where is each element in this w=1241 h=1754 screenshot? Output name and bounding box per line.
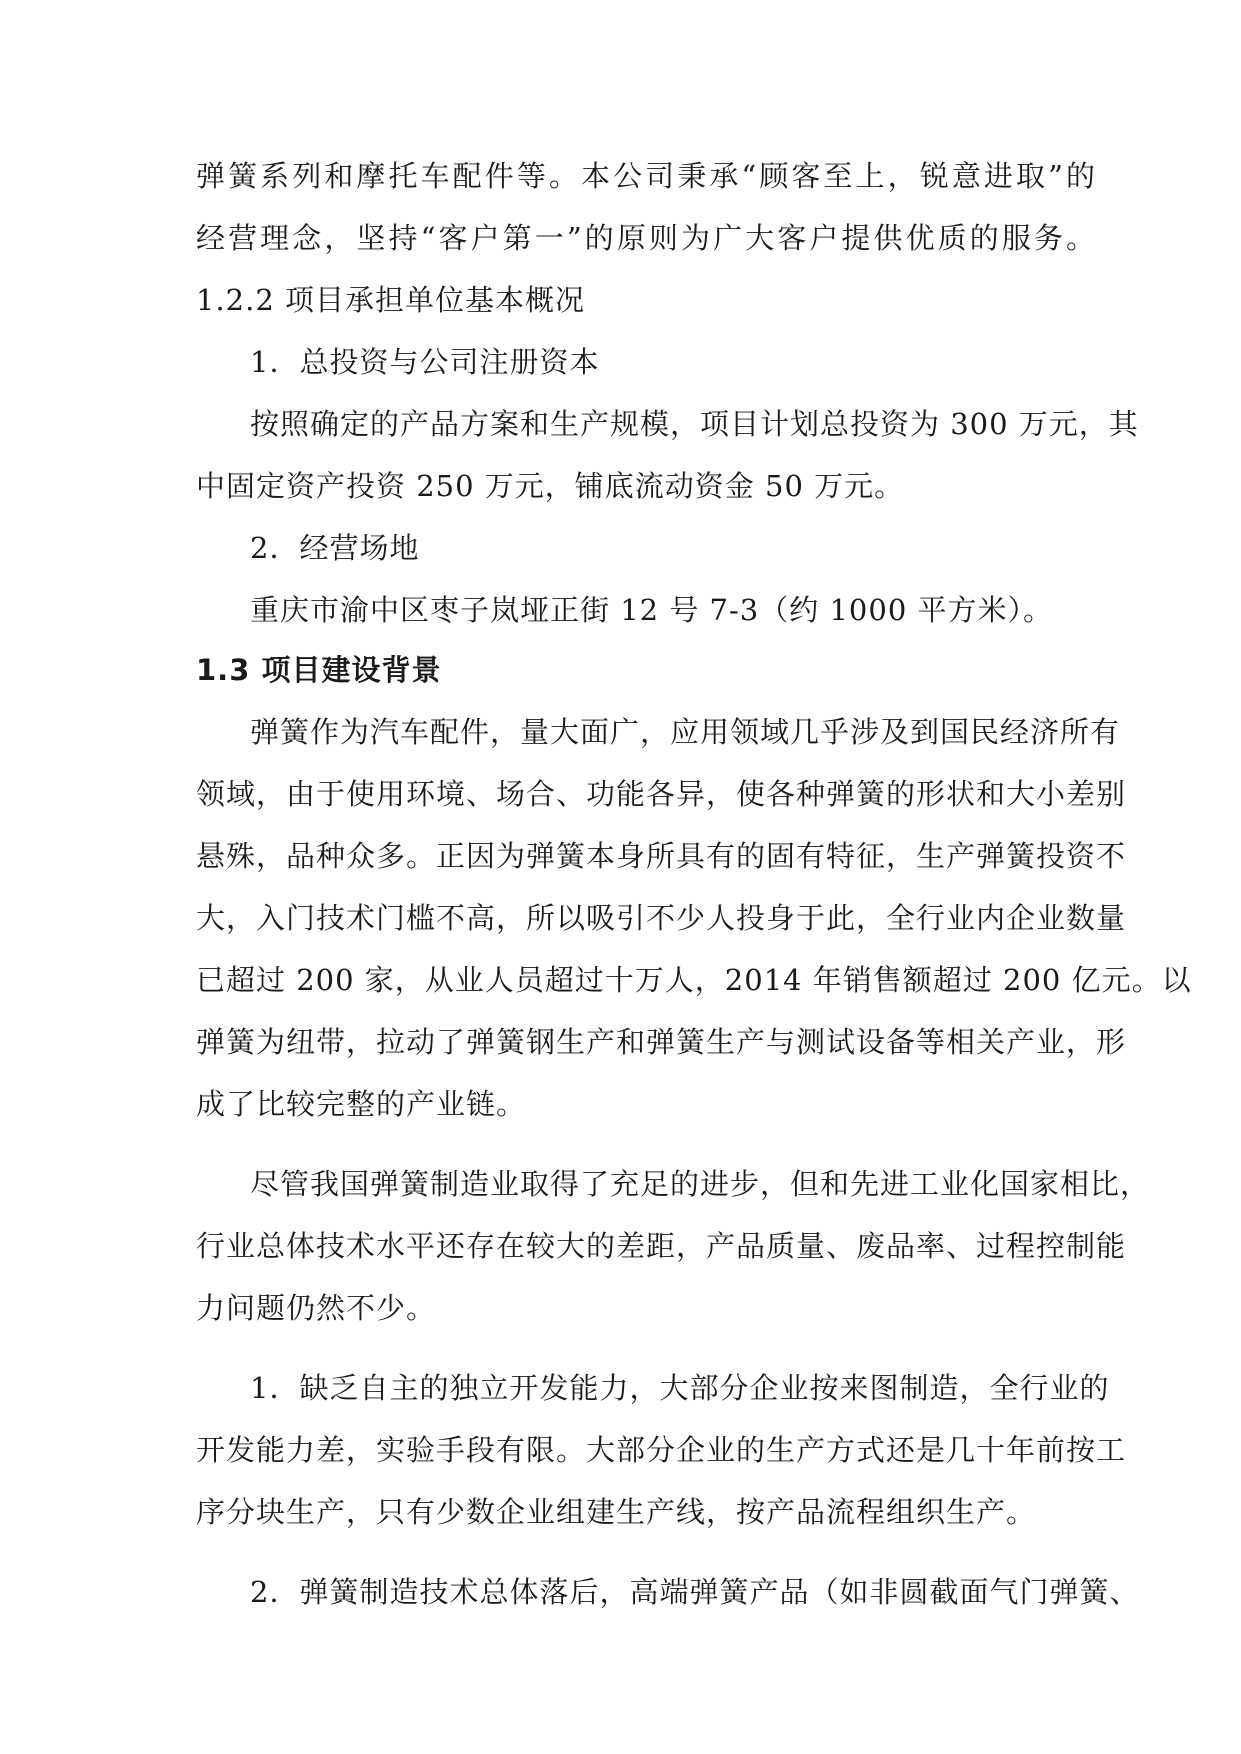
intro-line-2: 经营理念，坚持“客户第一”的原则为广大客户提供优质的服务。 (196, 221, 1096, 255)
background-p1-line-6: 弹簧为纽带，拉动了弹簧钢生产和弹簧生产与测试设备等相关产业，形 (196, 1025, 1127, 1059)
item2-body: 重庆市渝中区枣子岚垭正街 12 号 7-3（约 1000 平方米）。 (250, 593, 1053, 627)
point1-line-2: 开发能力差，实验手段有限。大部分企业的生产方式还是几十年前按工 (196, 1433, 1127, 1467)
item1-body-line-1: 按照确定的产品方案和生产规模，项目计划总投资为 300 万元，其 (250, 407, 1139, 441)
background-p1-line-2: 领域，由于使用环境、场合、功能各异，使各种弹簧的形状和大小差别 (196, 777, 1127, 811)
point1-line-3: 序分块生产，只有少数企业组建生产线，按产品流程组织生产。 (196, 1495, 1037, 1529)
background-p1-line-3: 悬殊，品种众多。正因为弹簧本身所具有的固有特征，生产弹簧投资不 (196, 839, 1127, 873)
item1-title: 1．总投资与公司注册资本 (250, 345, 600, 379)
section-heading: 1.3 项目建设背景 (196, 653, 442, 687)
background-p1-line-1: 弹簧作为汽车配件，量大面广，应用领域几乎涉及到国民经济所有 (250, 715, 1121, 749)
point1-line-1: 1．缺乏自主的独立开发能力，大部分企业按来图制造，全行业的 (250, 1371, 1110, 1405)
item1-body-line-2: 中固定资产投资 250 万元，铺底流动资金 50 万元。 (196, 469, 905, 503)
subsection-title: 1.2.2 项目承担单位基本概况 (196, 283, 586, 317)
background-p2-line-1: 尽管我国弹簧制造业取得了充足的进步，但和先进工业化国家相比， (250, 1167, 1151, 1201)
background-p2-line-3: 力问题仍然不少。 (196, 1291, 437, 1325)
item2-title: 2．经营场地 (250, 531, 420, 565)
background-p2-line-2: 行业总体技术水平还存在较大的差距，产品质量、废品率、过程控制能 (196, 1229, 1127, 1263)
background-p1-line-7: 成了比较完整的产业链。 (196, 1087, 527, 1121)
point2-line-1: 2．弹簧制造技术总体落后，高端弹簧产品（如非圆截面气门弹簧、 (250, 1575, 1140, 1609)
background-p1-line-5: 已超过 200 家，从业人员超过十万人，2014 年销售额超过 200 亿元。以 (196, 963, 1192, 997)
background-p1-line-4: 大，入门技术门槛不高，所以吸引不少人投身于此，全行业内企业数量 (196, 901, 1127, 935)
intro-line-1: 弹簧系列和摩托车配件等。本公司秉承“顾客至上，锐意进取”的 (196, 159, 1096, 193)
